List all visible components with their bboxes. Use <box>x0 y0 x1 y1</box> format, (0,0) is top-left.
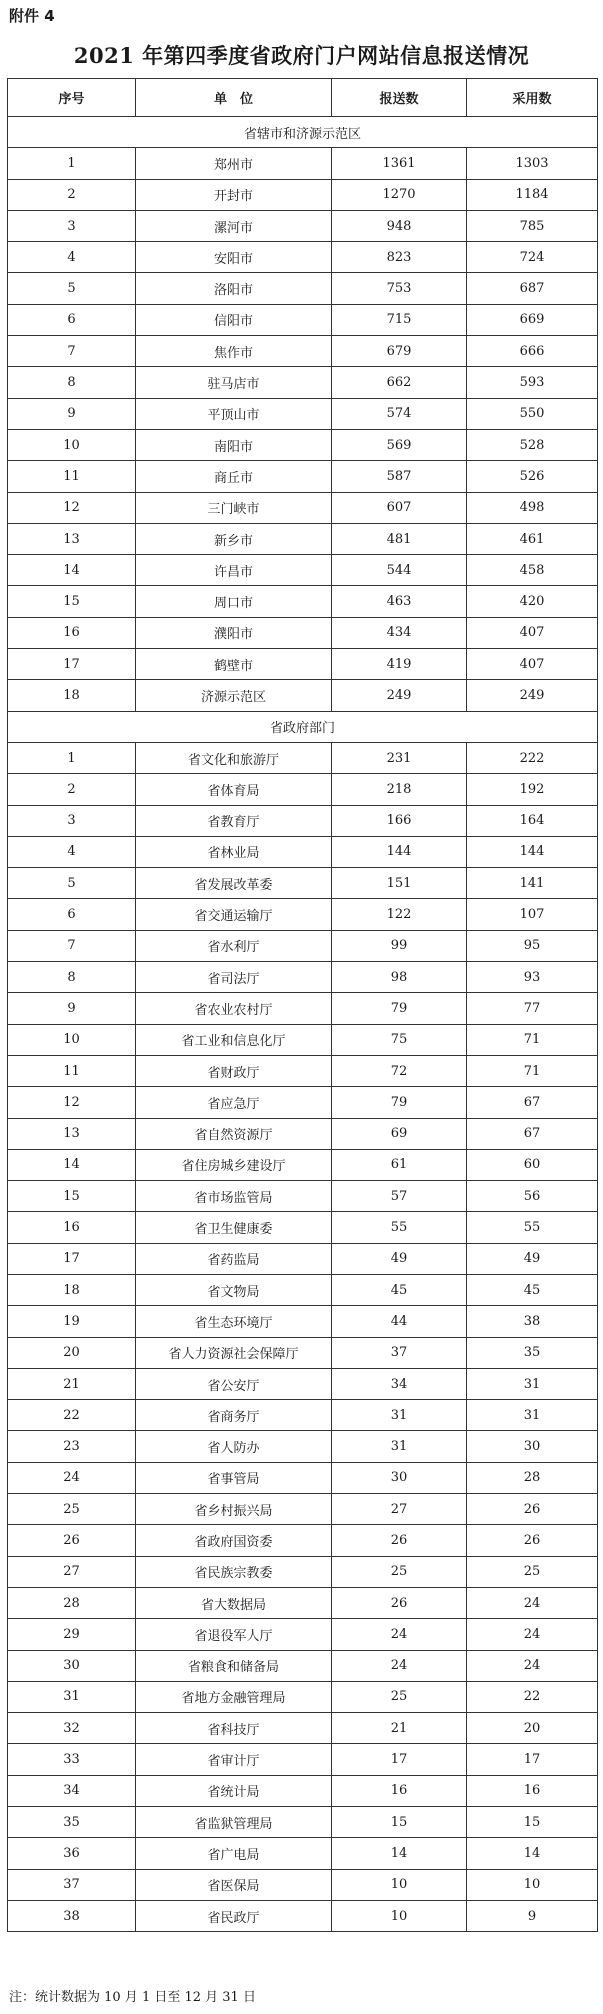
adopted-cell: 31 <box>467 1368 598 1399</box>
unit-cell: 省统计局 <box>136 1775 332 1806</box>
header-row <box>8 79 598 117</box>
index-cell: 18 <box>8 1274 136 1305</box>
unit-cell: 省工业和信息化厅 <box>136 1024 332 1055</box>
unit-cell: 省公安厅 <box>136 1368 332 1399</box>
table-row <box>8 1494 598 1525</box>
index-cell: 22 <box>8 1400 136 1431</box>
footnote: 注：统计数据为 10 月 1 日至 12 月 31 日 <box>9 1990 256 2005</box>
adopted-cell: 22 <box>467 1681 598 1712</box>
table-row <box>8 993 598 1024</box>
table-row <box>8 1713 598 1744</box>
report-table <box>7 78 598 1932</box>
unit-cell: 省人力资源社会保障厅 <box>136 1337 332 1368</box>
adopted-cell: 20 <box>467 1713 598 1744</box>
unit-cell: 省商务厅 <box>136 1400 332 1431</box>
document-title: 2021 年第四季度省政府门户网站信息报送情况 <box>73 43 530 68</box>
adopted-cell: 144 <box>467 836 598 867</box>
unit-cell: 省交通运输厅 <box>136 899 332 930</box>
index-cell: 15 <box>8 586 136 617</box>
unit-cell: 省地方金融管理局 <box>136 1681 332 1712</box>
table-row <box>8 1212 598 1243</box>
unit-cell: 洛阳市 <box>136 273 332 304</box>
submitted-cell: 98 <box>332 962 467 993</box>
unit-cell: 省财政厅 <box>136 1055 332 1086</box>
index-cell: 9 <box>8 398 136 429</box>
submitted-cell: 31 <box>332 1400 467 1431</box>
unit-cell: 省司法厅 <box>136 962 332 993</box>
index-cell: 25 <box>8 1494 136 1525</box>
index-cell: 4 <box>8 836 136 867</box>
unit-cell: 开封市 <box>136 179 332 210</box>
table-row <box>8 1869 598 1900</box>
table-row <box>8 1744 598 1775</box>
index-cell: 7 <box>8 930 136 961</box>
table-row <box>8 899 598 930</box>
submitted-cell: 26 <box>332 1525 467 1556</box>
table-row <box>8 1525 598 1556</box>
unit-cell: 省农业农村厅 <box>136 993 332 1024</box>
table-row <box>8 336 598 367</box>
adopted-cell: 1184 <box>467 179 598 210</box>
unit-cell: 南阳市 <box>136 429 332 460</box>
submitted-cell: 481 <box>332 523 467 554</box>
unit-cell: 省发展改革委 <box>136 868 332 899</box>
table-row <box>8 555 598 586</box>
table-row <box>8 742 598 773</box>
unit-cell: 漯河市 <box>136 210 332 241</box>
table-row <box>8 1681 598 1712</box>
table-row <box>8 1900 598 1931</box>
index-cell: 11 <box>8 461 136 492</box>
submitted-cell: 99 <box>332 930 467 961</box>
index-cell: 8 <box>8 962 136 993</box>
table-row <box>8 774 598 805</box>
adopted-cell: 192 <box>467 774 598 805</box>
submitted-cell: 144 <box>332 836 467 867</box>
submitted-cell: 55 <box>332 1212 467 1243</box>
submitted-cell: 10 <box>332 1869 467 1900</box>
adopted-cell: 35 <box>467 1337 598 1368</box>
index-cell: 16 <box>8 617 136 648</box>
adopted-cell: 9 <box>467 1900 598 1931</box>
attachment-label: 附件 4 <box>9 7 55 25</box>
submitted-cell: 44 <box>332 1306 467 1337</box>
unit-cell: 省市场监管局 <box>136 1181 332 1212</box>
index-cell: 6 <box>8 304 136 335</box>
unit-cell: 省文化和旅游厅 <box>136 742 332 773</box>
submitted-cell: 14 <box>332 1838 467 1869</box>
adopted-cell: 407 <box>467 617 598 648</box>
index-cell: 28 <box>8 1587 136 1618</box>
index-cell: 30 <box>8 1650 136 1681</box>
submitted-cell: 69 <box>332 1118 467 1149</box>
index-cell: 13 <box>8 1118 136 1149</box>
adopted-cell: 49 <box>467 1243 598 1274</box>
adopted-cell: 10 <box>467 1869 598 1900</box>
adopted-cell: 93 <box>467 962 598 993</box>
unit-cell: 省水利厅 <box>136 930 332 961</box>
adopted-cell: 498 <box>467 492 598 523</box>
table-row <box>8 1807 598 1838</box>
submitted-cell: 75 <box>332 1024 467 1055</box>
index-cell: 5 <box>8 868 136 899</box>
unit-cell: 三门峡市 <box>136 492 332 523</box>
table-row <box>8 367 598 398</box>
table-row <box>8 649 598 680</box>
submitted-cell: 122 <box>332 899 467 930</box>
column-header-index: 序号 <box>8 79 136 117</box>
unit-cell: 济源示范区 <box>136 680 332 711</box>
unit-cell: 许昌市 <box>136 555 332 586</box>
table-row <box>8 242 598 273</box>
table-row <box>8 1306 598 1337</box>
adopted-cell: 164 <box>467 805 598 836</box>
adopted-cell: 249 <box>467 680 598 711</box>
index-cell: 23 <box>8 1431 136 1462</box>
index-cell: 2 <box>8 774 136 805</box>
adopted-cell: 45 <box>467 1274 598 1305</box>
table-row <box>8 1118 598 1149</box>
index-cell: 34 <box>8 1775 136 1806</box>
table-row <box>8 836 598 867</box>
adopted-cell: 785 <box>467 210 598 241</box>
adopted-cell: 550 <box>467 398 598 429</box>
unit-cell: 鹤壁市 <box>136 649 332 680</box>
index-cell: 6 <box>8 899 136 930</box>
submitted-cell: 72 <box>332 1055 467 1086</box>
adopted-cell: 16 <box>467 1775 598 1806</box>
index-cell: 9 <box>8 993 136 1024</box>
index-cell: 36 <box>8 1838 136 1869</box>
unit-cell: 平顶山市 <box>136 398 332 429</box>
submitted-cell: 25 <box>332 1681 467 1712</box>
table-row <box>8 1462 598 1493</box>
index-cell: 3 <box>8 210 136 241</box>
adopted-cell: 26 <box>467 1525 598 1556</box>
index-cell: 13 <box>8 523 136 554</box>
unit-cell: 省事管局 <box>136 1462 332 1493</box>
table-row <box>8 429 598 460</box>
submitted-cell: 25 <box>332 1556 467 1587</box>
table-row <box>8 1024 598 1055</box>
table-row <box>8 1838 598 1869</box>
submitted-cell: 249 <box>332 680 467 711</box>
index-cell: 3 <box>8 805 136 836</box>
index-cell: 29 <box>8 1619 136 1650</box>
table-row <box>8 210 598 241</box>
submitted-cell: 27 <box>332 1494 467 1525</box>
submitted-cell: 569 <box>332 429 467 460</box>
table-row <box>8 461 598 492</box>
adopted-cell: 24 <box>467 1650 598 1681</box>
submitted-cell: 574 <box>332 398 467 429</box>
unit-cell: 驻马店市 <box>136 367 332 398</box>
unit-cell: 省民政厅 <box>136 1900 332 1931</box>
table-row <box>8 1368 598 1399</box>
index-cell: 21 <box>8 1368 136 1399</box>
adopted-cell: 669 <box>467 304 598 335</box>
adopted-cell: 687 <box>467 273 598 304</box>
index-cell: 12 <box>8 492 136 523</box>
submitted-cell: 1270 <box>332 179 467 210</box>
index-cell: 8 <box>8 367 136 398</box>
unit-cell: 省退役军人厅 <box>136 1619 332 1650</box>
unit-cell: 省体育局 <box>136 774 332 805</box>
adopted-cell: 56 <box>467 1181 598 1212</box>
index-cell: 17 <box>8 1243 136 1274</box>
column-header-submitted: 报送数 <box>332 79 467 117</box>
table-row <box>8 148 598 179</box>
index-cell: 11 <box>8 1055 136 1086</box>
index-cell: 4 <box>8 242 136 273</box>
submitted-cell: 587 <box>332 461 467 492</box>
submitted-cell: 61 <box>332 1149 467 1180</box>
submitted-cell: 79 <box>332 993 467 1024</box>
submitted-cell: 37 <box>332 1337 467 1368</box>
submitted-cell: 17 <box>332 1744 467 1775</box>
adopted-cell: 71 <box>467 1024 598 1055</box>
unit-cell: 省应急厅 <box>136 1087 332 1118</box>
adopted-cell: 28 <box>467 1462 598 1493</box>
submitted-cell: 662 <box>332 367 467 398</box>
table-row <box>8 680 598 711</box>
table-row <box>8 1055 598 1086</box>
submitted-cell: 463 <box>332 586 467 617</box>
table-row <box>8 586 598 617</box>
column-header-adopted: 采用数 <box>467 79 598 117</box>
submitted-cell: 218 <box>332 774 467 805</box>
table-row <box>8 1775 598 1806</box>
unit-cell: 安阳市 <box>136 242 332 273</box>
submitted-cell: 10 <box>332 1900 467 1931</box>
unit-cell: 信阳市 <box>136 304 332 335</box>
table-row <box>8 1587 598 1618</box>
unit-cell: 濮阳市 <box>136 617 332 648</box>
submitted-cell: 823 <box>332 242 467 273</box>
table-row <box>8 962 598 993</box>
submitted-cell: 151 <box>332 868 467 899</box>
index-cell: 20 <box>8 1337 136 1368</box>
table-row <box>8 930 598 961</box>
index-cell: 26 <box>8 1525 136 1556</box>
unit-cell: 省卫生健康委 <box>136 1212 332 1243</box>
index-cell: 10 <box>8 1024 136 1055</box>
submitted-cell: 45 <box>332 1274 467 1305</box>
table-row <box>8 179 598 210</box>
table-row <box>8 617 598 648</box>
index-cell: 1 <box>8 148 136 179</box>
unit-cell: 省大数据局 <box>136 1587 332 1618</box>
unit-cell: 省民族宗教委 <box>136 1556 332 1587</box>
adopted-cell: 67 <box>467 1118 598 1149</box>
adopted-cell: 458 <box>467 555 598 586</box>
adopted-cell: 593 <box>467 367 598 398</box>
submitted-cell: 607 <box>332 492 467 523</box>
adopted-cell: 724 <box>467 242 598 273</box>
unit-cell: 省科技厅 <box>136 1713 332 1744</box>
submitted-cell: 24 <box>332 1619 467 1650</box>
adopted-cell: 420 <box>467 586 598 617</box>
unit-cell: 省广电局 <box>136 1838 332 1869</box>
adopted-cell: 26 <box>467 1494 598 1525</box>
index-cell: 15 <box>8 1181 136 1212</box>
unit-cell: 郑州市 <box>136 148 332 179</box>
table-row <box>8 1274 598 1305</box>
table-row <box>8 1337 598 1368</box>
unit-cell: 省林业局 <box>136 836 332 867</box>
unit-cell: 省药监局 <box>136 1243 332 1274</box>
submitted-cell: 948 <box>332 210 467 241</box>
table-row <box>8 523 598 554</box>
section-title: 省辖市和济源示范区 <box>8 117 598 148</box>
table-row <box>8 398 598 429</box>
index-cell: 10 <box>8 429 136 460</box>
adopted-cell: 107 <box>467 899 598 930</box>
index-cell: 16 <box>8 1212 136 1243</box>
table-body <box>8 117 598 1932</box>
unit-cell: 省文物局 <box>136 1274 332 1305</box>
section-title: 省政府部门 <box>8 711 598 742</box>
adopted-cell: 38 <box>467 1306 598 1337</box>
table-row <box>8 1400 598 1431</box>
table-row <box>8 1087 598 1118</box>
index-cell: 1 <box>8 742 136 773</box>
unit-cell: 省教育厅 <box>136 805 332 836</box>
section-header-row <box>8 117 598 148</box>
table-row <box>8 805 598 836</box>
adopted-cell: 666 <box>467 336 598 367</box>
index-cell: 31 <box>8 1681 136 1712</box>
submitted-cell: 31 <box>332 1431 467 1462</box>
adopted-cell: 95 <box>467 930 598 961</box>
section-header-row <box>8 711 598 742</box>
table-row <box>8 1619 598 1650</box>
submitted-cell: 15 <box>332 1807 467 1838</box>
unit-cell: 省粮食和储备局 <box>136 1650 332 1681</box>
table-row <box>8 273 598 304</box>
index-cell: 24 <box>8 1462 136 1493</box>
submitted-cell: 753 <box>332 273 467 304</box>
unit-cell: 省政府国资委 <box>136 1525 332 1556</box>
unit-cell: 省乡村振兴局 <box>136 1494 332 1525</box>
adopted-cell: 60 <box>467 1149 598 1180</box>
adopted-cell: 461 <box>467 523 598 554</box>
adopted-cell: 1303 <box>467 148 598 179</box>
adopted-cell: 15 <box>467 1807 598 1838</box>
adopted-cell: 67 <box>467 1087 598 1118</box>
table-row <box>8 1650 598 1681</box>
submitted-cell: 231 <box>332 742 467 773</box>
index-cell: 5 <box>8 273 136 304</box>
unit-cell: 焦作市 <box>136 336 332 367</box>
submitted-cell: 26 <box>332 1587 467 1618</box>
adopted-cell: 222 <box>467 742 598 773</box>
index-cell: 38 <box>8 1900 136 1931</box>
table-row <box>8 1556 598 1587</box>
adopted-cell: 141 <box>467 868 598 899</box>
table-row <box>8 868 598 899</box>
adopted-cell: 17 <box>467 1744 598 1775</box>
submitted-cell: 434 <box>332 617 467 648</box>
adopted-cell: 24 <box>467 1619 598 1650</box>
submitted-cell: 49 <box>332 1243 467 1274</box>
column-header-unit: 单 位 <box>136 79 332 117</box>
adopted-cell: 55 <box>467 1212 598 1243</box>
unit-cell: 周口市 <box>136 586 332 617</box>
index-cell: 18 <box>8 680 136 711</box>
index-cell: 14 <box>8 1149 136 1180</box>
adopted-cell: 528 <box>467 429 598 460</box>
submitted-cell: 30 <box>332 1462 467 1493</box>
table-row <box>8 1149 598 1180</box>
adopted-cell: 30 <box>467 1431 598 1462</box>
submitted-cell: 1361 <box>332 148 467 179</box>
unit-cell: 省监狱管理局 <box>136 1807 332 1838</box>
index-cell: 19 <box>8 1306 136 1337</box>
unit-cell: 省生态环境厅 <box>136 1306 332 1337</box>
table-row <box>8 492 598 523</box>
submitted-cell: 79 <box>332 1087 467 1118</box>
index-cell: 27 <box>8 1556 136 1587</box>
unit-cell: 新乡市 <box>136 523 332 554</box>
index-cell: 2 <box>8 179 136 210</box>
unit-cell: 省医保局 <box>136 1869 332 1900</box>
submitted-cell: 57 <box>332 1181 467 1212</box>
adopted-cell: 77 <box>467 993 598 1024</box>
submitted-cell: 34 <box>332 1368 467 1399</box>
index-cell: 7 <box>8 336 136 367</box>
unit-cell: 省住房城乡建设厅 <box>136 1149 332 1180</box>
adopted-cell: 14 <box>467 1838 598 1869</box>
index-cell: 35 <box>8 1807 136 1838</box>
submitted-cell: 419 <box>332 649 467 680</box>
adopted-cell: 407 <box>467 649 598 680</box>
adopted-cell: 31 <box>467 1400 598 1431</box>
index-cell: 17 <box>8 649 136 680</box>
submitted-cell: 544 <box>332 555 467 586</box>
index-cell: 37 <box>8 1869 136 1900</box>
adopted-cell: 24 <box>467 1587 598 1618</box>
submitted-cell: 166 <box>332 805 467 836</box>
adopted-cell: 526 <box>467 461 598 492</box>
index-cell: 32 <box>8 1713 136 1744</box>
submitted-cell: 715 <box>332 304 467 335</box>
index-cell: 12 <box>8 1087 136 1118</box>
submitted-cell: 679 <box>332 336 467 367</box>
table-row <box>8 1243 598 1274</box>
index-cell: 33 <box>8 1744 136 1775</box>
submitted-cell: 24 <box>332 1650 467 1681</box>
adopted-cell: 25 <box>467 1556 598 1587</box>
table-row <box>8 1431 598 1462</box>
index-cell: 14 <box>8 555 136 586</box>
unit-cell: 省人防办 <box>136 1431 332 1462</box>
submitted-cell: 21 <box>332 1713 467 1744</box>
submitted-cell: 16 <box>332 1775 467 1806</box>
adopted-cell: 71 <box>467 1055 598 1086</box>
unit-cell: 省自然资源厅 <box>136 1118 332 1149</box>
table-row <box>8 304 598 335</box>
unit-cell: 商丘市 <box>136 461 332 492</box>
unit-cell: 省审计厅 <box>136 1744 332 1775</box>
table-row <box>8 1181 598 1212</box>
